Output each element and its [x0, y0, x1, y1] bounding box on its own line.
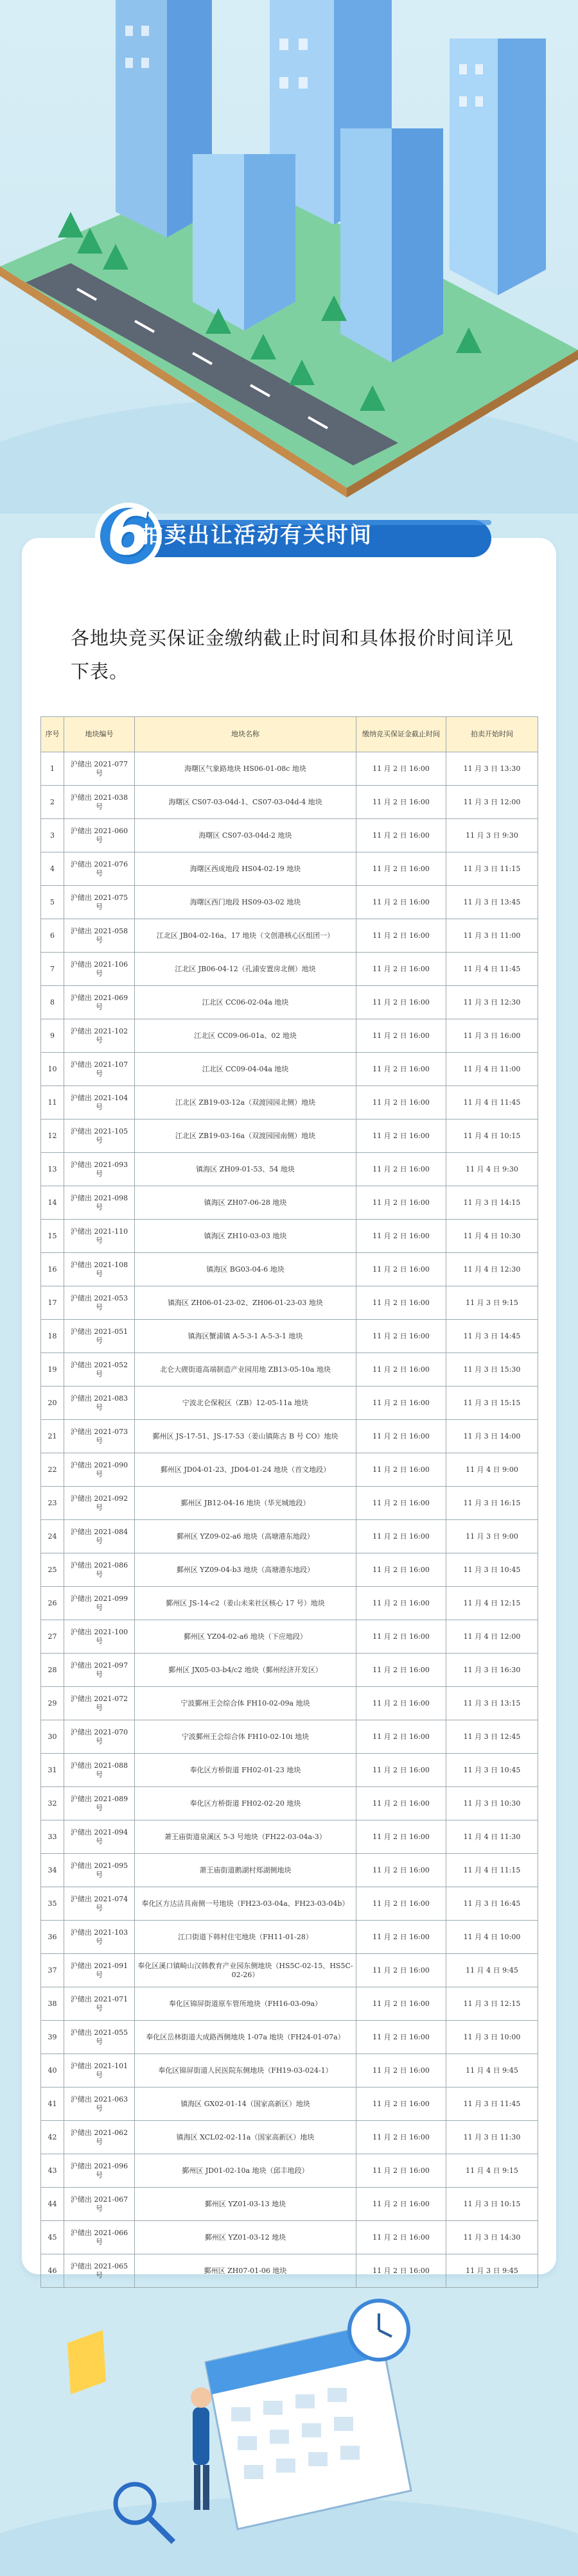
table-row	[41, 852, 538, 886]
intro-paragraph: 各地块竞买保证金缴纳截止时间和具体报价时间详见下表。	[71, 627, 514, 682]
cell-auction-start: 11 月 4 日 10:15	[446, 1119, 538, 1153]
cell-index: 18	[41, 1320, 64, 1353]
cell-auction-start: 11 月 3 日 10:15	[446, 2188, 538, 2221]
cell-plot-code: 沪储出 2021-094 号	[64, 1820, 135, 1854]
cell-plot-code: 沪储出 2021-090 号	[64, 1453, 135, 1487]
cell-index: 37	[41, 1954, 64, 1987]
cell-index: 13	[41, 1153, 64, 1186]
cell-auction-start: 11 月 3 日 16:30	[446, 1654, 538, 1687]
cell-plot-name: 海曙区 CS07-03-04d-2 地块	[135, 819, 356, 852]
cell-index: 23	[41, 1487, 64, 1520]
cell-deposit-deadline: 11 月 2 日 16:00	[356, 986, 446, 1019]
cell-deposit-deadline: 11 月 2 日 16:00	[356, 953, 446, 986]
header-plot-name: 地块名称	[135, 717, 356, 752]
cell-deposit-deadline: 11 月 2 日 16:00	[356, 1520, 446, 1553]
table-row	[41, 1520, 538, 1553]
cell-plot-code: 沪储出 2021-089 号	[64, 1787, 135, 1820]
cell-plot-name: 海曙区西门地段 HS09-03-02 地块	[135, 886, 356, 919]
cell-auction-start: 11 月 4 日 11:45	[446, 953, 538, 986]
table-row	[41, 1587, 538, 1620]
cell-deposit-deadline: 11 月 2 日 16:00	[356, 1353, 446, 1387]
cell-plot-code: 沪储出 2021-072 号	[64, 1687, 135, 1720]
table-row	[41, 1153, 538, 1186]
cell-deposit-deadline: 11 月 2 日 16:00	[356, 886, 446, 919]
cell-plot-code: 沪储出 2021-066 号	[64, 2221, 135, 2254]
cell-plot-name: 奉化区方桥街道 FH02-02-20 地块	[135, 1787, 356, 1820]
cell-deposit-deadline: 11 月 2 日 16:00	[356, 1687, 446, 1720]
cell-index: 17	[41, 1286, 64, 1320]
cell-deposit-deadline: 11 月 2 日 16:00	[356, 1220, 446, 1253]
cell-plot-name: 海曙区西成地段 HS04-02-19 地块	[135, 852, 356, 886]
cell-plot-name: 奉化区方桥街道 FH02-01-23 地块	[135, 1754, 356, 1787]
cell-plot-code: 沪储出 2021-086 号	[64, 1553, 135, 1587]
cell-plot-code: 沪储出 2021-069 号	[64, 986, 135, 1019]
cell-index: 16	[41, 1253, 64, 1286]
cell-auction-start: 11 月 3 日 10:00	[446, 2021, 538, 2054]
cell-auction-start: 11 月 3 日 15:15	[446, 1387, 538, 1420]
table-row	[41, 2088, 538, 2121]
cell-index: 39	[41, 2021, 64, 2054]
cell-plot-name: 宁波北仑保税区（ZB）12-05-11a 地块	[135, 1387, 356, 1420]
cell-auction-start: 11 月 3 日 14:30	[446, 2221, 538, 2254]
cell-plot-name: 镇海区蟹浦镇 A-5-3-1 A-5-3-1 地块	[135, 1320, 356, 1353]
cell-plot-name: 镇海区 ZH09-01-53、54 地块	[135, 1153, 356, 1186]
table-row	[41, 786, 538, 819]
cell-deposit-deadline: 11 月 2 日 16:00	[356, 2254, 446, 2288]
table-row	[41, 1954, 538, 1987]
table-row	[41, 1286, 538, 1320]
cell-deposit-deadline: 11 月 2 日 16:00	[356, 1387, 446, 1420]
cell-plot-name: 鄞州区 JB12-04-16 地块（华光城地段）	[135, 1487, 356, 1520]
cell-plot-code: 沪储出 2021-071 号	[64, 1987, 135, 2021]
cell-plot-name: 宁波鄞州王会综合体 FH10-02-09a 地块	[135, 1687, 356, 1720]
cell-plot-code: 沪储出 2021-073 号	[64, 1420, 135, 1453]
table-row	[41, 1820, 538, 1854]
cell-auction-start: 11 月 3 日 9:00	[446, 1520, 538, 1553]
table-row	[41, 1754, 538, 1787]
cell-plot-code: 沪储出 2021-065 号	[64, 2254, 135, 2288]
cell-auction-start: 11 月 3 日 13:30	[446, 752, 538, 786]
cell-auction-start: 11 月 3 日 14:00	[446, 1420, 538, 1453]
cell-deposit-deadline: 11 月 2 日 16:00	[356, 1887, 446, 1921]
cell-plot-code: 沪储出 2021-106 号	[64, 953, 135, 986]
cell-auction-start: 11 月 3 日 11:45	[446, 2088, 538, 2121]
cell-plot-code: 沪储出 2021-083 号	[64, 1387, 135, 1420]
header-plot-code: 地块编号	[64, 717, 135, 752]
cell-plot-code: 沪储出 2021-105 号	[64, 1119, 135, 1153]
table-row	[41, 1253, 538, 1286]
cell-plot-code: 沪储出 2021-063 号	[64, 2088, 135, 2121]
cell-index: 6	[41, 919, 64, 953]
cell-auction-start: 11 月 3 日 10:45	[446, 1553, 538, 1587]
cell-plot-code: 沪储出 2021-092 号	[64, 1487, 135, 1520]
cell-deposit-deadline: 11 月 2 日 16:00	[356, 1253, 446, 1286]
cell-index: 3	[41, 819, 64, 852]
cell-plot-name: 奉化区方达洁具南侧一号地块（FH23-03-04a、FH23-03-04b）	[135, 1887, 356, 1921]
cell-deposit-deadline: 11 月 2 日 16:00	[356, 1019, 446, 1053]
cell-plot-name: 江北区 CC06-02-04a 地块	[135, 986, 356, 1019]
cell-plot-name: 江北区 JB04-02-16a、17 地块（文创港核心区组团一）	[135, 919, 356, 953]
cell-plot-name: 海曙区气象路地块 HS06-01-08c 地块	[135, 752, 356, 786]
cell-auction-start: 11 月 3 日 15:30	[446, 1353, 538, 1387]
cell-plot-code: 沪储出 2021-055 号	[64, 2021, 135, 2054]
cell-plot-name: 镇海区 ZH10-03-03 地块	[135, 1220, 356, 1253]
table-row	[41, 1854, 538, 1887]
header-auction-start: 拍卖开始时间	[446, 717, 538, 752]
cell-plot-name: 鄞州区 YZ09-04-b3 地块（高塘港东地段）	[135, 1553, 356, 1587]
cell-auction-start: 11 月 4 日 9:45	[446, 2054, 538, 2088]
cell-auction-start: 11 月 3 日 11:00	[446, 919, 538, 953]
cell-auction-start: 11 月 3 日 9:15	[446, 1286, 538, 1320]
table-row	[41, 1320, 538, 1353]
cell-auction-start: 11 月 4 日 11:45	[446, 1086, 538, 1119]
cell-index: 22	[41, 1453, 64, 1487]
cell-index: 45	[41, 2221, 64, 2254]
cell-plot-name: 萧王庙街道鹅湖村郑湖侧地块	[135, 1854, 356, 1887]
cell-plot-code: 沪储出 2021-074 号	[64, 1887, 135, 1921]
table-row	[41, 886, 538, 919]
cell-plot-code: 沪储出 2021-058 号	[64, 919, 135, 953]
cell-deposit-deadline: 11 月 2 日 16:00	[356, 1854, 446, 1887]
cell-index: 34	[41, 1854, 64, 1887]
table-header-row	[41, 717, 538, 752]
cell-auction-start: 11 月 4 日 10:30	[446, 1220, 538, 1253]
cell-deposit-deadline: 11 月 2 日 16:00	[356, 1453, 446, 1487]
header-deposit-deadline: 缴纳竞买保证金截止时间	[356, 717, 446, 752]
table-row	[41, 1119, 538, 1153]
cell-auction-start: 11 月 4 日 12:00	[446, 1620, 538, 1654]
cell-deposit-deadline: 11 月 2 日 16:00	[356, 1186, 446, 1220]
cell-plot-code: 沪储出 2021-084 号	[64, 1520, 135, 1553]
cell-plot-code: 沪储出 2021-053 号	[64, 1286, 135, 1320]
cell-index: 4	[41, 852, 64, 886]
cell-index: 28	[41, 1654, 64, 1687]
cell-deposit-deadline: 11 月 2 日 16:00	[356, 2154, 446, 2188]
cell-plot-name: 鄞州区 JD04-01-23、JD04-01-24 地块（首文地段）	[135, 1453, 356, 1487]
cell-deposit-deadline: 11 月 2 日 16:00	[356, 1954, 446, 1987]
cell-deposit-deadline: 11 月 2 日 16:00	[356, 786, 446, 819]
cell-plot-name: 宁波鄞州王会综合体 FH10-02-10i 地块	[135, 1720, 356, 1754]
table-row	[41, 1220, 538, 1253]
cell-auction-start: 11 月 4 日 12:30	[446, 1253, 538, 1286]
cell-auction-start: 11 月 3 日 14:15	[446, 1186, 538, 1220]
cell-plot-code: 沪储出 2021-100 号	[64, 1620, 135, 1654]
cell-plot-code: 沪储出 2021-067 号	[64, 2188, 135, 2221]
cell-index: 46	[41, 2254, 64, 2288]
table-row	[41, 1186, 538, 1220]
cell-deposit-deadline: 11 月 2 日 16:00	[356, 852, 446, 886]
cell-plot-name: 鄞州区 JS-14-c2（姜山未来社区核心 17 号）地块	[135, 1587, 356, 1620]
cell-index: 27	[41, 1620, 64, 1654]
cell-index: 43	[41, 2154, 64, 2188]
cell-deposit-deadline: 11 月 2 日 16:00	[356, 1053, 446, 1086]
table-row	[41, 2054, 538, 2088]
cell-auction-start: 11 月 3 日 12:00	[446, 786, 538, 819]
table-row	[41, 1687, 538, 1720]
cell-plot-code: 沪储出 2021-098 号	[64, 1186, 135, 1220]
table-row	[41, 819, 538, 852]
table-row	[41, 1553, 538, 1587]
table-row	[41, 752, 538, 786]
cell-plot-name: 江北区 ZB19-03-16a（双渡园园南侧）地块	[135, 1119, 356, 1153]
cell-index: 40	[41, 2054, 64, 2088]
table-row	[41, 1887, 538, 1921]
cell-plot-name: 鄞州区 JD01-02-10a 地块（邱丰地段）	[135, 2154, 356, 2188]
cell-plot-code: 沪储出 2021-110 号	[64, 1220, 135, 1253]
cell-index: 24	[41, 1520, 64, 1553]
cell-plot-name: 奉化区锦屏街道原车管所地块（FH16-03-09a）	[135, 1987, 356, 2021]
cell-deposit-deadline: 11 月 2 日 16:00	[356, 2188, 446, 2221]
cell-plot-name: 萧王庙街道泉溪区 5-3 号地块（FH22-03-04a-3）	[135, 1820, 356, 1854]
cell-deposit-deadline: 11 月 2 日 16:00	[356, 1086, 446, 1119]
cell-index: 21	[41, 1420, 64, 1453]
table-row	[41, 2221, 538, 2254]
table-row	[41, 2121, 538, 2154]
cell-deposit-deadline: 11 月 2 日 16:00	[356, 1620, 446, 1654]
cell-index: 31	[41, 1754, 64, 1787]
section-number-badge: 6	[107, 497, 150, 569]
cell-index: 14	[41, 1186, 64, 1220]
cell-plot-code: 沪储出 2021-077 号	[64, 752, 135, 786]
cell-plot-name: 奉化区锦屏街道人民医院东侧地块（FH19-03-024-1）	[135, 2054, 356, 2088]
cell-auction-start: 11 月 3 日 9:30	[446, 819, 538, 852]
cell-plot-code: 沪储出 2021-088 号	[64, 1754, 135, 1787]
cell-auction-start: 11 月 4 日 10:00	[446, 1921, 538, 1954]
table-row	[41, 1387, 538, 1420]
cell-deposit-deadline: 11 月 2 日 16:00	[356, 819, 446, 852]
cell-plot-code: 沪储出 2021-096 号	[64, 2154, 135, 2188]
table-row	[41, 1921, 538, 1954]
cell-plot-name: 奉化区岳林街道大成路西侧地块 1-07a 地块（FH24-01-07a）	[135, 2021, 356, 2054]
cell-index: 12	[41, 1119, 64, 1153]
cell-deposit-deadline: 11 月 2 日 16:00	[356, 1420, 446, 1453]
cell-deposit-deadline: 11 月 2 日 16:00	[356, 2088, 446, 2121]
cell-plot-name: 海曙区 CS07-03-04d-1、CS07-03-04d-4 地块	[135, 786, 356, 819]
cell-auction-start: 11 月 4 日 9:45	[446, 1954, 538, 1987]
cell-auction-start: 11 月 3 日 13:15	[446, 1687, 538, 1720]
cell-plot-code: 沪储出 2021-093 号	[64, 1153, 135, 1186]
table-row	[41, 1086, 538, 1119]
cell-auction-start: 11 月 3 日 16:15	[446, 1487, 538, 1520]
cell-plot-code: 沪储出 2021-062 号	[64, 2121, 135, 2154]
cell-plot-name: 鄞州区 YZ09-02-a6 地块（高塘港东地段）	[135, 1520, 356, 1553]
cell-index: 25	[41, 1553, 64, 1587]
cell-index: 8	[41, 986, 64, 1019]
section-title: 拍卖出让活动有关时间	[141, 523, 372, 548]
cell-deposit-deadline: 11 月 2 日 16:00	[356, 1987, 446, 2021]
cell-index: 29	[41, 1687, 64, 1720]
cell-plot-name: 鄞州区 YZ01-03-12 地块	[135, 2221, 356, 2254]
cell-index: 20	[41, 1387, 64, 1420]
cell-plot-name: 江北区 ZB19-03-12a（双渡园园北侧）地块	[135, 1086, 356, 1119]
table-row	[41, 1787, 538, 1820]
cell-deposit-deadline: 11 月 2 日 16:00	[356, 1921, 446, 1954]
cell-plot-code: 沪储出 2021-099 号	[64, 1587, 135, 1620]
cell-deposit-deadline: 11 月 2 日 16:00	[356, 2121, 446, 2154]
cell-plot-name: 江北区 JB06-04-12（孔浦安置房北侧）地块	[135, 953, 356, 986]
cell-plot-name: 镇海区 GX02-01-14（国家高新区）地块	[135, 2088, 356, 2121]
table-row	[41, 1353, 538, 1387]
cell-plot-name: 鄞州区 JS-17-51、JS-17-53（姜山镇陈古 B 号 CO）地块	[135, 1420, 356, 1453]
cell-index: 42	[41, 2121, 64, 2154]
cell-auction-start: 11 月 3 日 11:15	[446, 852, 538, 886]
table-row	[41, 1487, 538, 1520]
cell-index: 26	[41, 1587, 64, 1620]
cell-plot-code: 沪储出 2021-107 号	[64, 1053, 135, 1086]
table-row	[41, 953, 538, 986]
cell-index: 15	[41, 1220, 64, 1253]
table-row	[41, 2254, 538, 2288]
cell-plot-name: 奉化区溪口镇畸山汉韩教育产业园东侧地块（HS5C-02-15、HS5C-02-26）	[135, 1954, 356, 1987]
cell-plot-code: 沪储出 2021-075 号	[64, 886, 135, 919]
cell-plot-code: 沪储出 2021-076 号	[64, 852, 135, 886]
cell-auction-start: 11 月 3 日 10:45	[446, 1754, 538, 1787]
cell-plot-name: 镇海区 ZH06-01-23-02、ZH06-01-23-03 地块	[135, 1286, 356, 1320]
cell-index: 36	[41, 1921, 64, 1954]
cell-plot-name: 镇海区 BG03-04-6 地块	[135, 1253, 356, 1286]
cell-deposit-deadline: 11 月 2 日 16:00	[356, 1587, 446, 1620]
cell-index: 30	[41, 1720, 64, 1754]
table-row	[41, 2154, 538, 2188]
cell-plot-code: 沪储出 2021-103 号	[64, 1921, 135, 1954]
cell-index: 44	[41, 2188, 64, 2221]
table-row	[41, 2188, 538, 2221]
cell-auction-start: 11 月 3 日 16:00	[446, 1019, 538, 1053]
cell-plot-name: 鄞州区 YZ04-02-a6 地块（下应地段）	[135, 1620, 356, 1654]
calendar-illustration	[0, 2285, 578, 2576]
cell-index: 10	[41, 1053, 64, 1086]
cell-index: 1	[41, 752, 64, 786]
cell-plot-name: 镇海区 ZH07-06-28 地块	[135, 1186, 356, 1220]
cell-auction-start: 11 月 3 日 16:45	[446, 1887, 538, 1921]
cell-deposit-deadline: 11 月 2 日 16:00	[356, 2221, 446, 2254]
cell-plot-name: 江口街道下韩村住宅地块（FH11-01-28）	[135, 1921, 356, 1954]
cell-plot-code: 沪储出 2021-091 号	[64, 1954, 135, 1987]
table-body	[41, 752, 538, 2288]
cell-auction-start: 11 月 4 日 9:30	[446, 1153, 538, 1186]
table-row	[41, 986, 538, 1019]
cell-index: 7	[41, 953, 64, 986]
table-row	[41, 1453, 538, 1487]
cell-deposit-deadline: 11 月 2 日 16:00	[356, 1754, 446, 1787]
cell-auction-start: 11 月 4 日 11:00	[446, 1053, 538, 1086]
cell-auction-start: 11 月 3 日 13:45	[446, 886, 538, 919]
cell-plot-name: 鄞州区 ZH07-01-06 地块	[135, 2254, 356, 2288]
cell-plot-code: 沪储出 2021-051 号	[64, 1320, 135, 1353]
cell-plot-code: 沪储出 2021-104 号	[64, 1086, 135, 1119]
cell-index: 5	[41, 886, 64, 919]
cell-deposit-deadline: 11 月 2 日 16:00	[356, 1320, 446, 1353]
cell-plot-name: 北仑大碶街道高端制造产业园用地 ZB13-05-10a 地块	[135, 1353, 356, 1387]
cell-plot-name: 镇海区 XCL02-02-11a（国家高新区）地块	[135, 2121, 356, 2154]
cell-auction-start: 11 月 3 日 12:30	[446, 986, 538, 1019]
cell-plot-code: 沪储出 2021-097 号	[64, 1654, 135, 1687]
cell-deposit-deadline: 11 月 2 日 16:00	[356, 1286, 446, 1320]
cell-deposit-deadline: 11 月 2 日 16:00	[356, 2054, 446, 2088]
cell-plot-code: 沪储出 2021-038 号	[64, 786, 135, 819]
cell-deposit-deadline: 11 月 2 日 16:00	[356, 752, 446, 786]
cell-auction-start: 11 月 3 日 14:45	[446, 1320, 538, 1353]
cell-auction-start: 11 月 3 日 12:45	[446, 1720, 538, 1754]
cell-index: 38	[41, 1987, 64, 2021]
table-row	[41, 1620, 538, 1654]
cell-deposit-deadline: 11 月 2 日 16:00	[356, 1787, 446, 1820]
cell-deposit-deadline: 11 月 2 日 16:00	[356, 919, 446, 953]
cell-plot-name: 江北区 CC09-06-01a、02 地块	[135, 1019, 356, 1053]
cell-plot-code: 沪储出 2021-052 号	[64, 1353, 135, 1387]
cell-deposit-deadline: 11 月 2 日 16:00	[356, 2021, 446, 2054]
table-row	[41, 1987, 538, 2021]
cell-index: 9	[41, 1019, 64, 1053]
cell-index: 35	[41, 1887, 64, 1921]
cell-auction-start: 11 月 3 日 12:15	[446, 1987, 538, 2021]
cell-deposit-deadline: 11 月 2 日 16:00	[356, 1119, 446, 1153]
cell-index: 2	[41, 786, 64, 819]
cell-plot-code: 沪储出 2021-060 号	[64, 819, 135, 852]
cell-plot-name: 鄞州区 YZ01-03-13 地块	[135, 2188, 356, 2221]
cell-deposit-deadline: 11 月 2 日 16:00	[356, 1487, 446, 1520]
cell-deposit-deadline: 11 月 2 日 16:00	[356, 1153, 446, 1186]
hero-city-illustration	[0, 0, 578, 514]
cell-auction-start: 11 月 4 日 12:15	[446, 1587, 538, 1620]
cell-index: 33	[41, 1820, 64, 1854]
cell-index: 19	[41, 1353, 64, 1387]
auction-schedule-table	[40, 716, 538, 2288]
cell-index: 41	[41, 2088, 64, 2121]
cell-auction-start: 11 月 3 日 10:30	[446, 1787, 538, 1820]
cell-deposit-deadline: 11 月 2 日 16:00	[356, 1654, 446, 1687]
cell-auction-start: 11 月 3 日 9:45	[446, 2254, 538, 2288]
cell-auction-start: 11 月 3 日 11:30	[446, 2121, 538, 2154]
table-row	[41, 2021, 538, 2054]
cell-plot-code: 沪储出 2021-108 号	[64, 1253, 135, 1286]
cell-auction-start: 11 月 4 日 9:00	[446, 1453, 538, 1487]
cell-auction-start: 11 月 4 日 11:15	[446, 1854, 538, 1887]
table-row	[41, 1053, 538, 1086]
table-row	[41, 1720, 538, 1754]
cell-auction-start: 11 月 4 日 11:30	[446, 1820, 538, 1854]
cell-plot-code: 沪储出 2021-101 号	[64, 2054, 135, 2088]
table-row	[41, 1654, 538, 1687]
cell-index: 11	[41, 1086, 64, 1119]
table-row	[41, 1420, 538, 1453]
cell-deposit-deadline: 11 月 2 日 16:00	[356, 1820, 446, 1854]
cell-plot-name: 鄞州区 JX05-03-b4/c2 地块（鄞州经济开发区）	[135, 1654, 356, 1687]
cell-auction-start: 11 月 4 日 9:15	[446, 2154, 538, 2188]
cell-plot-code: 沪储出 2021-095 号	[64, 1854, 135, 1887]
table-row	[41, 1019, 538, 1053]
table-row	[41, 919, 538, 953]
cell-deposit-deadline: 11 月 2 日 16:00	[356, 1553, 446, 1587]
cell-plot-code: 沪储出 2021-070 号	[64, 1720, 135, 1754]
header-index: 序号	[41, 717, 64, 752]
cell-deposit-deadline: 11 月 2 日 16:00	[356, 1720, 446, 1754]
cell-plot-code: 沪储出 2021-102 号	[64, 1019, 135, 1053]
cell-index: 32	[41, 1787, 64, 1820]
cell-plot-name: 江北区 CC09-04-04a 地块	[135, 1053, 356, 1086]
